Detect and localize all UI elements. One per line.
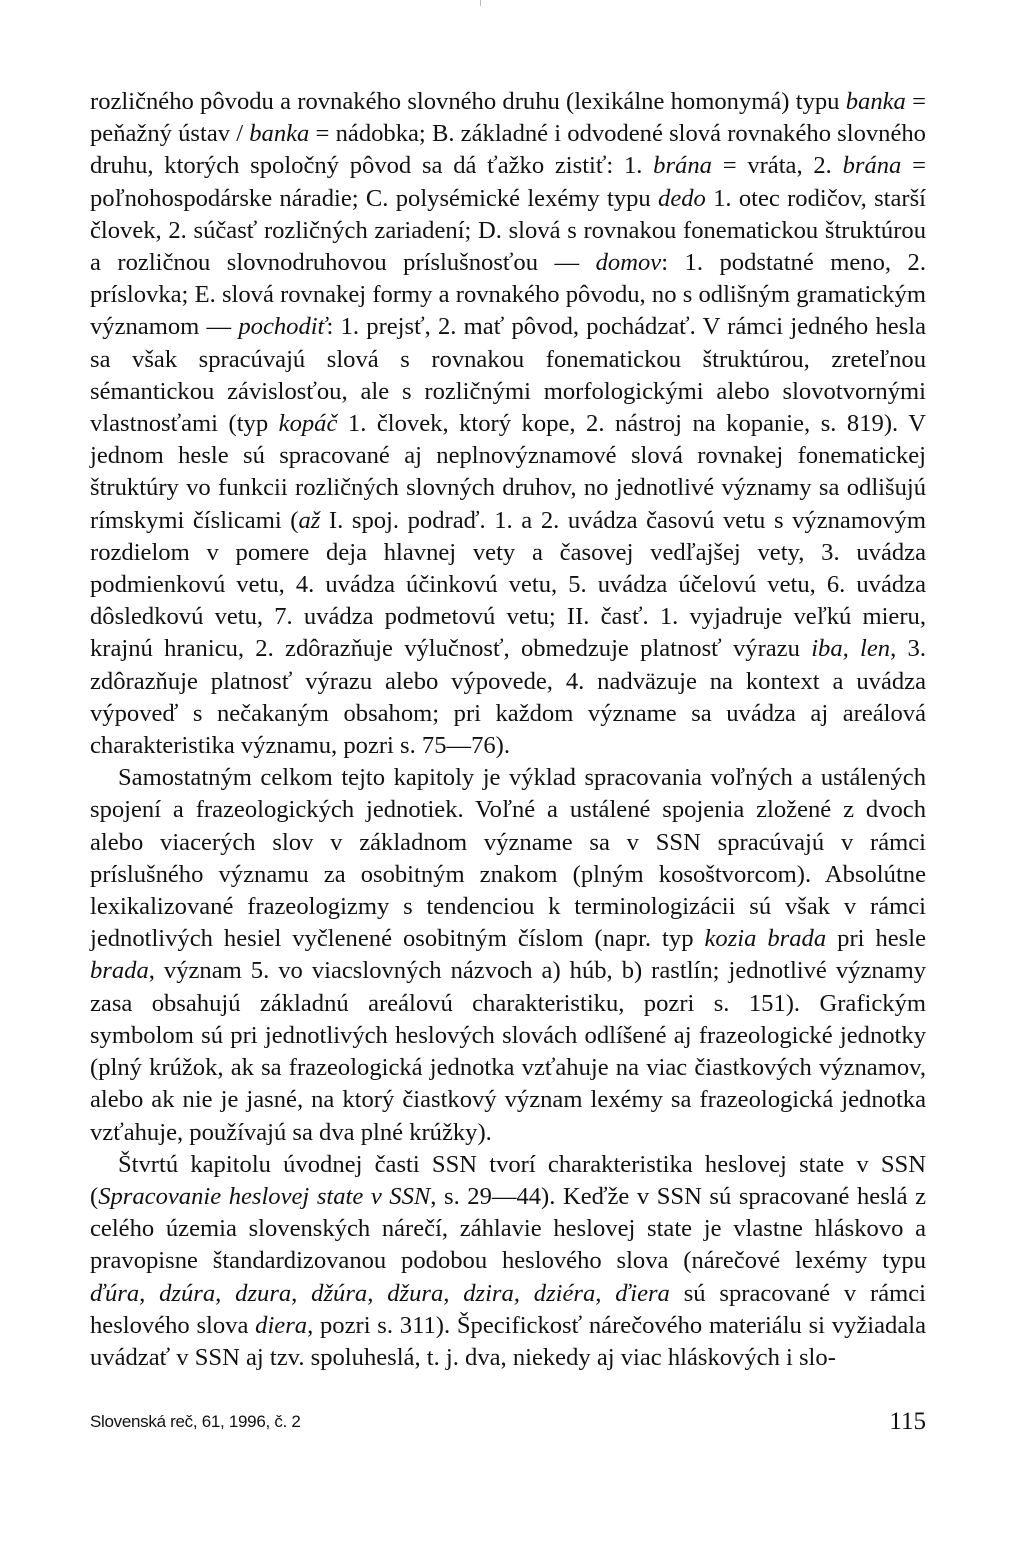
page-number: 115	[889, 1408, 926, 1435]
scan-mark	[480, 0, 481, 6]
paragraph-1: rozličného pôvodu a rovnakého slovného druhu (lexikálne homonymá) typu banka = peňažný ústav / banka = nádobka; B. základné i odvodené slová rovnakého slovného druhu, ktorých spoločný pôvod sa dá ťažko zistiť: 1. brána = vráta, 2. brána = poľnohospodárske náradie; C. polysémické lexémy typu dedo 1. otec rodičov, starší človek, 2. súčasť rozličných zariadení; D. slová s rovnakou fonematickou štruktúrou a rozličnou slovnodruhovou príslušnosťou — domov: 1. podstatné meno, 2. príslovka; E. slová rovnakej formy a rovnakého pôvodu, no s odlišným gramatickým významom — pochodiť: 1. prejsť, 2. mať pôvod, pochádzať. V rámci jedného hesla sa však spracúvajú slová s rovnakou fonematickou štruktúrou, zreteľnou sémantickou závislosťou, ale s rozličnými morfologickými alebo slovotvornými vlastnosťami (typ kopáč 1. človek, ktorý kope, 2. nástroj na kopanie, s. 819). V jednom hesle sú spracované aj neplnovýznamové slová rovnakej fonematickej štruktúry vo funkcii rozličných slovných druhov, no jednotlivé významy sa odlišujú rímskymi číslicami (až I. spoj. podraď. 1. a 2. uvádza časovú vetu s významovým rozdielom v pomere deja hlavnej vety a časovej vedľajšej vety, 3. uvádza podmienkovú vetu, 4. uvádza účinkovú vetu, 5. uvádza účelovú vetu, 6. uvádza dôsledkovú vetu, 7. uvádza podmetovú vetu; II. časť. 1. vyjadruje veľkú mieru, krajnú hranicu, 2. zdôrazňuje výlučnosť, obmedzuje platnosť výrazu iba, len, 3. zdôrazňuje platnosť výrazu alebo výpovede, 4. nadväzuje na kontext a uvádza výpoveď s nečakaným obsahom; pri každom význame sa uvádza aj areálová charakteristika významu, pozri s. 75—76).	[90, 88, 927, 760]
journal-citation: Slovenská reč, 61, 1996, č. 2	[90, 1412, 301, 1431]
paragraph-2: Samostatným celkom tejto kapitoly je výklad spracovania voľných a ustálených spojení a frazeologických jednotiek. Voľné a ustálené spojenia zložené z dvoch alebo viacerých slov v základnom význame sa v SSN spracúvajú v rámci príslušného významu za osobitným znakom (plným kosoštvorcom). Absolútne lexikalizované frazeologizmy s tendenciou k terminologizácii sú však v rámci jednotlivých hesiel vyčlenené osobitným číslom (napr. typ kozia brada pri hesle brada, význam 5. vo viacslovných názvoch a) húb, b) rastlín; jednotlivé významy zasa obsahujú základnú areálovú charakteristiku, pozri s. 151). Grafickým symbolom sú pri jednotlivých heslových slovách odlíšené aj frazeologické jednotky (plný krúžok, ak sa frazeologická jednotka vzťahuje na viac čiastkových významov, alebo ak nie je jasné, na ktorý čiastkový význam lexémy sa frazeologická jednotka vzťahuje, používajú sa dva plné krúžky).	[90, 764, 926, 1146]
page-footer	[90, 1408, 926, 1442]
article-body	[90, 86, 926, 1374]
paragraph-3: Štvrtú kapitolu úvodnej časti SSN tvorí charakteristika heslovej state v SSN (Spracovanie heslovej state v SSN, s. 29—44). Keďže v SSN sú spracované heslá z celého územia slovenských nárečí, záhlavie heslovej state je vlastne hláskovo a pravopisne štandardizovanou podobou heslového slova (nárečové lexémy typu ďúra, dzúra, dzura, džúra, džura, dzira, dziéra, ďiera sú spracované v rámci heslového slova diera, pozri s. 311). Špecifickosť nárečového materiálu si vyžiadala uvádzať v SSN aj tzv. spoluheslá, t. j. dva, niekedy aj viac hláskových i slo-	[90, 1150, 927, 1371]
